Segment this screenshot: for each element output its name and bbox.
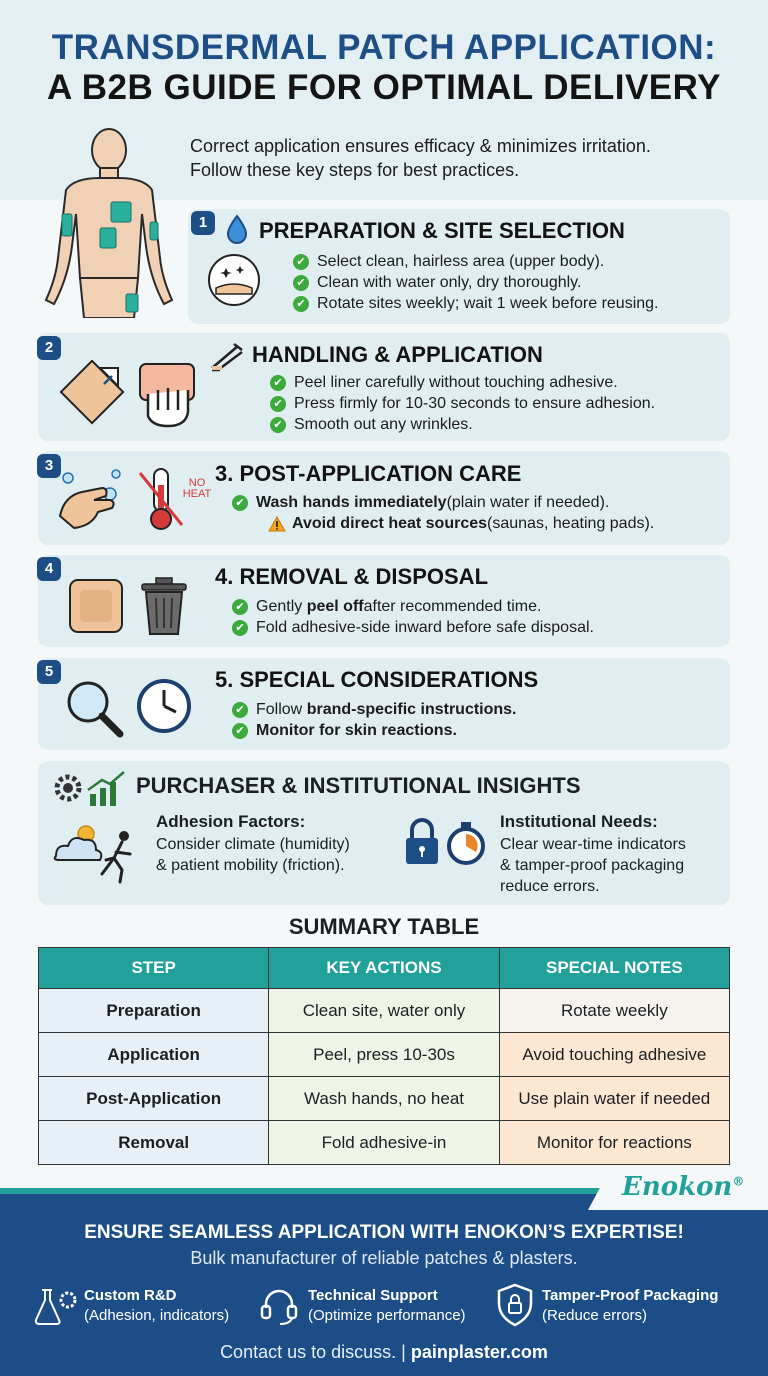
table-cell: Preparation [39, 989, 269, 1033]
feature-technical-support: Technical Support (Optimize performance) [308, 1287, 466, 1324]
list-item: ✔ Press firmly for 10-30 seconds to ensure adhesion. [270, 393, 655, 414]
table-cell: Use plain water if needed [499, 1077, 729, 1121]
intro-text [190, 134, 750, 182]
table-row [39, 1121, 730, 1165]
brand-logo: Enokon® [622, 1172, 745, 1202]
check-icon: ✔ [293, 275, 309, 291]
check-icon: ✔ [232, 702, 248, 718]
feature-tamper-proof: Tamper-Proof Packaging (Reduce errors) [542, 1287, 719, 1324]
table-cell: Fold adhesive-in [269, 1121, 499, 1165]
check-icon: ✔ [293, 254, 309, 270]
no-heat-label: NO HEAT [182, 477, 212, 500]
table-cell: Peel, press 10-30s [269, 1033, 499, 1077]
table-cell: Clean site, water only [269, 989, 499, 1033]
section-badge: 2 [37, 336, 61, 360]
table-row [39, 1077, 730, 1121]
intro-line-1: Correct application ensures efficacy & minimizes irritation. [190, 136, 651, 156]
patch-peel-icon [60, 360, 126, 426]
check-icon: ✔ [270, 396, 286, 412]
section-title: 3. POST-APPLICATION CARE [215, 461, 522, 486]
list-item: ✔ Wash hands immediately (plain water if needed). [232, 492, 654, 513]
title-line-1: TRANSDERMAL PATCH APPLICATION: [51, 28, 717, 67]
list-item: ✔ Select clean, hairless area (upper body). [293, 251, 659, 272]
column-header: KEY ACTIONS [269, 948, 499, 989]
table-cell: Avoid touching adhesive [499, 1033, 729, 1077]
title-line-2: A B2B GUIDE FOR OPTIMAL DELIVERY [47, 68, 721, 107]
check-icon: ✔ [232, 620, 248, 636]
list-item: ✔ Smooth out any wrinkles. [270, 414, 655, 435]
section-checklist [232, 596, 594, 638]
summary-table-title: SUMMARY TABLE [288, 914, 480, 939]
table-cell: Application [39, 1033, 269, 1077]
adhesion-text: Consider climate (humidity) & patient mobility (friction). [156, 836, 350, 874]
warning-icon [268, 516, 286, 532]
gear-growth-chart-icon [50, 768, 128, 808]
patch-icon [66, 576, 126, 636]
hand-press-icon [134, 360, 200, 430]
skin-cleaning-icon [206, 252, 262, 308]
section-checklist [232, 699, 517, 741]
check-icon: ✔ [270, 375, 286, 391]
check-icon: ✔ [232, 599, 248, 615]
website-link[interactable]: painplaster.com [410, 1342, 548, 1362]
table-header-row [39, 948, 730, 989]
lock-timer-icon [402, 818, 492, 868]
column-header: STEP [39, 948, 269, 989]
check-icon: ✔ [232, 723, 248, 739]
summary-table [38, 947, 730, 1165]
check-icon: ✔ [232, 495, 248, 511]
contact-separator: | [401, 1342, 406, 1362]
table-cell: Monitor for reactions [499, 1121, 729, 1165]
section-badge: 1 [191, 211, 215, 235]
human-body-illustration [34, 128, 184, 318]
check-icon: ✔ [270, 417, 286, 433]
institutional-heading: Institutional Needs: [500, 812, 658, 831]
section-checklist [270, 372, 655, 435]
page-title [0, 28, 768, 108]
flask-gear-icon [34, 1286, 80, 1326]
intro-line-2: Follow these key steps for best practices. [190, 160, 520, 180]
section-title: 5. SPECIAL CONSIDERATIONS [215, 667, 539, 692]
weather-running-icon [50, 820, 146, 884]
list-item: ✔ Follow brand-specific instructions. [232, 699, 517, 720]
table-cell: Rotate weekly [499, 989, 729, 1033]
list-item: ✔ Rotate sites weekly; wait 1 week before reusing. [293, 293, 659, 314]
section-title: PREPARATION & SITE SELECTION [259, 218, 625, 243]
footer-subline: Bulk manufacturer of reliable patches & plasters. [190, 1248, 578, 1268]
table-cell: Removal [39, 1121, 269, 1165]
list-item: ✔ Peel liner carefully without touching adhesive. [270, 372, 655, 393]
hand-washing-icon [54, 466, 126, 532]
list-item: Avoid direct heat sources (saunas, heating pads). [232, 513, 654, 534]
trash-can-icon [138, 576, 190, 636]
table-cell: Wash hands, no heat [269, 1077, 499, 1121]
adhesion-heading: Adhesion Factors: [156, 812, 306, 831]
feature-custom-rd: Custom R&D (Adhesion, indicators) [84, 1287, 230, 1324]
list-item: ✔ Gently peel off after recommended time. [232, 596, 594, 617]
section-checklist [293, 251, 659, 314]
table-row [39, 989, 730, 1033]
list-item: ✔ Clean with water only, dry thoroughly. [293, 272, 659, 293]
table-cell: Post-Application [39, 1077, 269, 1121]
section-title: HANDLING & APPLICATION [252, 342, 543, 367]
headset-icon [258, 1284, 300, 1326]
section-badge: 3 [37, 454, 61, 478]
section-badge: 4 [37, 557, 61, 581]
clock-icon [136, 678, 192, 734]
tweezers-icon [208, 340, 244, 372]
magnifying-glass-icon [64, 678, 126, 740]
table-row [39, 1033, 730, 1077]
section-badge: 5 [37, 660, 61, 684]
institutional-text: Clear wear-time indicators & tamper-proof packaging reduce errors. [500, 836, 686, 895]
section-checklist [232, 492, 654, 534]
contact-line [0, 1342, 768, 1363]
footer-headline: ENSURE SEAMLESS APPLICATION WITH ENOKON’S EXPERTISE! [84, 1222, 684, 1243]
column-header: SPECIAL NOTES [499, 948, 729, 989]
section-title: 4. REMOVAL & DISPOSAL [215, 564, 489, 589]
list-item: ✔ Fold adhesive-side inward before safe disposal. [232, 617, 594, 638]
list-item: ✔ Monitor for skin reactions. [232, 720, 517, 741]
contact-text: Contact us to discuss. [220, 1342, 397, 1362]
insights-title: PURCHASER & INSTITUTIONAL INSIGHTS [136, 773, 581, 798]
thermometer-icon [138, 465, 184, 533]
check-icon: ✔ [293, 296, 309, 312]
water-drop-icon [226, 214, 248, 244]
shield-lock-icon [496, 1283, 534, 1327]
